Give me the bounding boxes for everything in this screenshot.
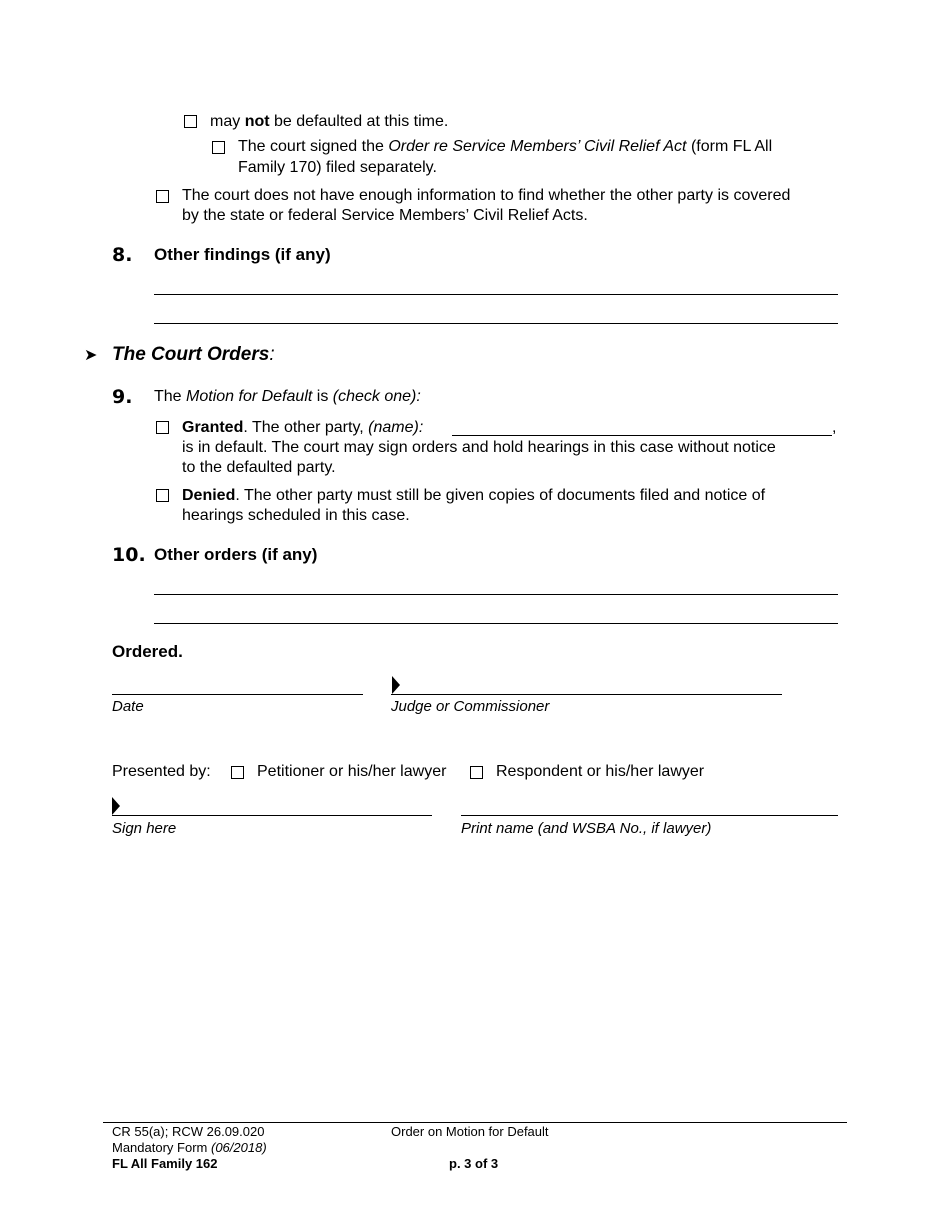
ordered-label: Ordered. xyxy=(112,642,183,661)
print-name-line[interactable] xyxy=(461,815,838,816)
section-9-text: The Motion for Default is (check one): xyxy=(154,388,421,405)
footer-form-title: Order on Motion for Default xyxy=(391,1124,549,1139)
may-not-checkbox[interactable] xyxy=(184,115,197,128)
section-9-number: 9. xyxy=(112,386,133,408)
footer-rule xyxy=(103,1122,847,1123)
court-orders-heading: The Court Orders: xyxy=(112,344,275,365)
footer-statute: CR 55(a); RCW 26.09.020 xyxy=(112,1124,265,1139)
respondent-label: Respondent or his/her lawyer xyxy=(496,763,705,780)
court-signed-text: The court signed the Order re Service Members’ Civil Relief Act (form FL All xyxy=(238,138,773,155)
defaulted-party-name-field[interactable] xyxy=(452,435,832,436)
arrow-bullet-icon: ➤ xyxy=(84,347,98,364)
footer-page-number: p. 3 of 3 xyxy=(449,1156,499,1171)
may-not-text: may not be defaulted at this time. xyxy=(210,113,449,130)
footer-mandatory: Mandatory Form (06/2018) xyxy=(112,1140,267,1155)
section-10-title: Other orders (if any) xyxy=(154,545,318,564)
petitioner-label: Petitioner or his/her lawyer xyxy=(257,763,447,780)
other-findings-line-2[interactable] xyxy=(154,323,838,324)
not-enough-info-checkbox[interactable] xyxy=(156,190,169,203)
judge-signature-line[interactable] xyxy=(391,694,782,695)
granted-text-line3: to the defaulted party. xyxy=(182,459,336,476)
other-orders-line-1[interactable] xyxy=(154,594,838,595)
other-findings-line-1[interactable] xyxy=(154,294,838,295)
denied-checkbox[interactable] xyxy=(156,489,169,502)
presented-by-label: Presented by: xyxy=(112,763,211,780)
print-name-caption: Print name (and WSBA No., if lawyer) xyxy=(461,820,712,837)
petitioner-checkbox[interactable] xyxy=(231,766,244,779)
not-enough-info-text-line2: by the state or federal Service Members’ Civil Relief Acts. xyxy=(182,207,588,224)
court-signed-text-line2: Family 170) filed separately. xyxy=(238,159,437,176)
section-8-title: Other findings (if any) xyxy=(154,245,331,264)
court-signed-checkbox[interactable] xyxy=(212,141,225,154)
denied-text: Denied. The other party must still be given copies of documents filed and notice of xyxy=(182,487,766,504)
date-caption: Date xyxy=(112,698,144,715)
footer-form-id: FL All Family 162 xyxy=(112,1156,218,1171)
sign-here-caption: Sign here xyxy=(112,820,177,837)
granted-comma: , xyxy=(832,419,837,436)
not-enough-info-text: The court does not have enough information to find whether the other party is covered xyxy=(182,187,791,204)
granted-checkbox[interactable] xyxy=(156,421,169,434)
sign-here-line[interactable] xyxy=(112,815,432,816)
granted-text: Granted. The other party, (name): xyxy=(182,419,424,436)
judge-caption: Judge or Commissioner xyxy=(391,698,550,715)
respondent-checkbox[interactable] xyxy=(470,766,483,779)
sign-arrow-icon xyxy=(392,676,400,694)
granted-text-line2: is in default. The court may sign orders and hold hearings in this case without notice xyxy=(182,439,776,456)
sign-here-arrow-icon xyxy=(112,797,120,815)
other-orders-line-2[interactable] xyxy=(154,623,838,624)
section-8-number: 8. xyxy=(112,244,133,266)
section-10-number: 10. xyxy=(112,544,146,566)
date-signature-line[interactable] xyxy=(112,694,363,695)
denied-text-line2: hearings scheduled in this case. xyxy=(182,507,410,524)
